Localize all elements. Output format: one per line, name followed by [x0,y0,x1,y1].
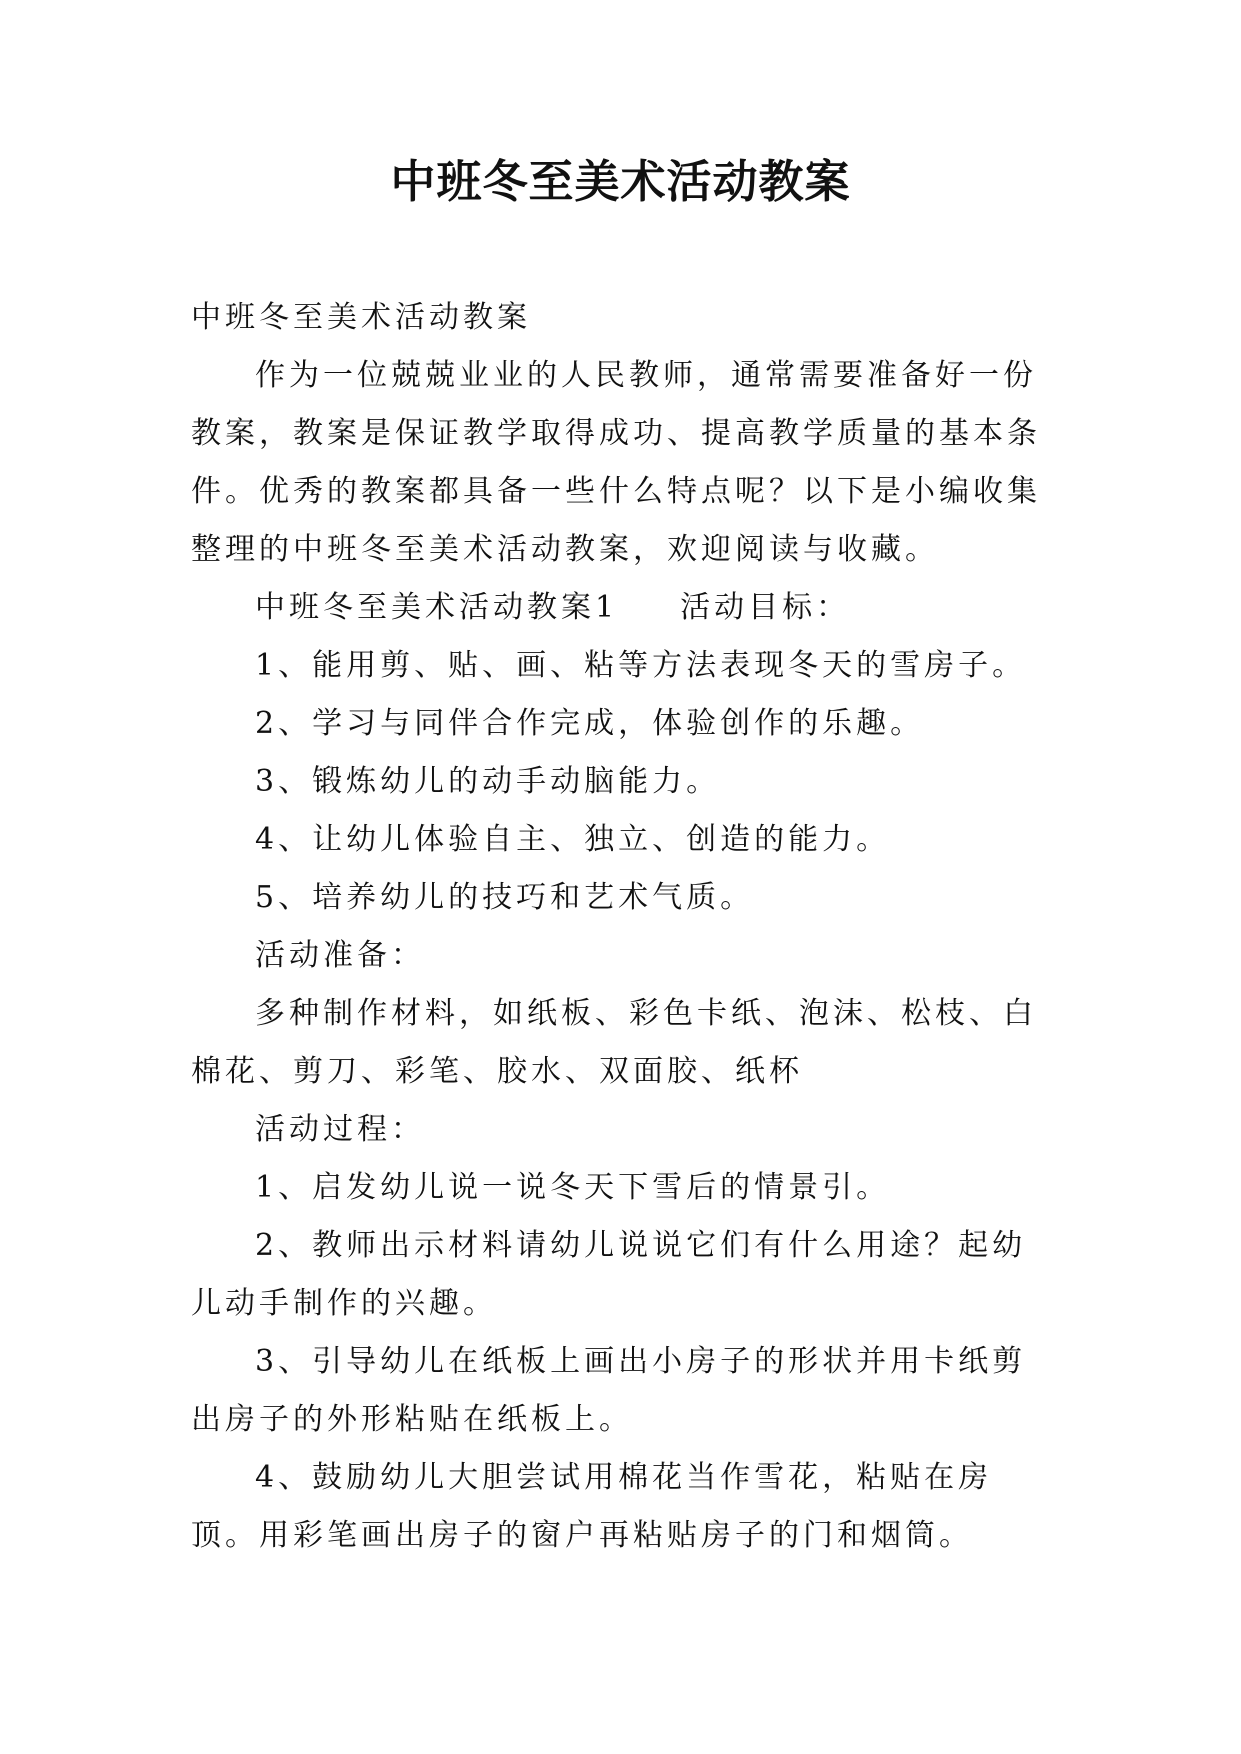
document-body [191,289,1051,1565]
section-heading-line [191,579,1051,637]
intro-paragraph: 作为一位兢兢业业的人民教师，通常需要准备好一份教案，教案是保证教学取得成功、提高教学质量的基本条件。优秀的教案都具备一些什么特点呢？以下是小编收集整理的中班冬至美术活动教案，欢迎阅读与收藏。 [191,358,1041,567]
prep-heading: 活动准备： [255,938,425,973]
goal-item: 3、锻炼幼儿的动手动脑能力。 [255,764,721,799]
goal-item: 5、培养幼儿的技巧和艺术气质。 [255,880,755,915]
goal-item: 2、学习与同伴合作完成，体验创作的乐趣。 [255,706,925,741]
process-step: 2、教师出示材料请幼儿说说它们有什么用途？起幼儿动手制作的兴趣。 [191,1228,1027,1321]
goal-item: 1、能用剪、贴、画、粘等方法表现冬天的雪房子。 [255,648,1027,683]
process-step: 3、引导幼儿在纸板上画出小房子的形状并用卡纸剪出房子的外形粘贴在纸板上。 [191,1344,1027,1437]
goal-item: 4、让幼儿体验自主、独立、创造的能力。 [255,822,891,857]
process-step: 1、启发幼儿说一说冬天下雪后的情景引。 [255,1170,891,1205]
subtitle: 中班冬至美术活动教案 [191,300,531,335]
process-step: 4、鼓励幼儿大胆尝试用棉花当作雪花，粘贴在房顶。用彩笔画出房子的窗户再粘贴房子的门和烟筒。 [191,1460,993,1553]
goals-heading: 活动目标： [680,590,851,625]
process-heading: 活动过程： [255,1112,425,1147]
prep-paragraph: 多种制作材料，如纸板、彩色卡纸、泡沫、松枝、白棉花、剪刀、彩笔、胶水、双面胶、纸杯 [191,996,1037,1089]
section-title: 中班冬至美术活动教案1 [255,590,619,625]
document-title: 中班冬至美术活动教案 [390,155,851,208]
